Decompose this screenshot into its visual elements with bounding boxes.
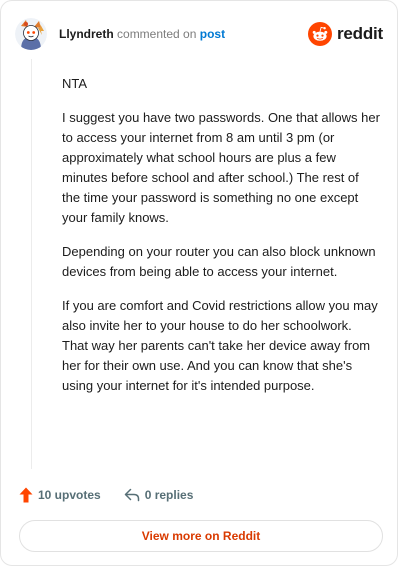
reply-arrow-icon [124, 488, 140, 502]
comment-paragraph: Depending on your router you can also block unknown devices from being able to access your internet. [62, 244, 376, 279]
upvote-count: 10 upvotes [38, 488, 101, 502]
upvote-arrow-icon [19, 487, 33, 503]
reply-button[interactable] [124, 488, 194, 502]
action-text: commented on [117, 27, 197, 41]
thread-line [31, 59, 32, 469]
comment-paragraph: If you are comfort and Covid restrictions allow you may also invite her to your house to do her schoolwork. That way her parents can't take her device away from her for their own use. And you can know that she's using your internet for it's intended purpose. [62, 298, 378, 393]
comment-actions [19, 485, 193, 505]
view-more-button[interactable]: View more on Reddit [19, 520, 383, 552]
avatar[interactable] [15, 18, 47, 50]
brand-wordmark: reddit [336, 24, 383, 43]
reply-count: 0 replies [144, 488, 194, 502]
comment-paragraph: I suggest you have two passwords. One that allows her to access your internet from 8 am until 3 pm (or approximately what school hours are plus a few minutes before school and after school.) The rest of the time your password is something no one except your family knows. [62, 110, 380, 225]
comment-paragraph: NTA [62, 76, 88, 91]
upvote-button[interactable] [19, 487, 101, 503]
post-link[interactable]: post [199, 27, 226, 41]
avatar-icon [15, 18, 47, 50]
comment-header [15, 15, 383, 53]
reddit-snoo-icon [308, 22, 332, 46]
comment-byline [59, 26, 225, 42]
username[interactable]: Llyndreth [59, 27, 114, 41]
comment-body [62, 74, 380, 410]
reddit-logo-link[interactable] [308, 22, 383, 46]
